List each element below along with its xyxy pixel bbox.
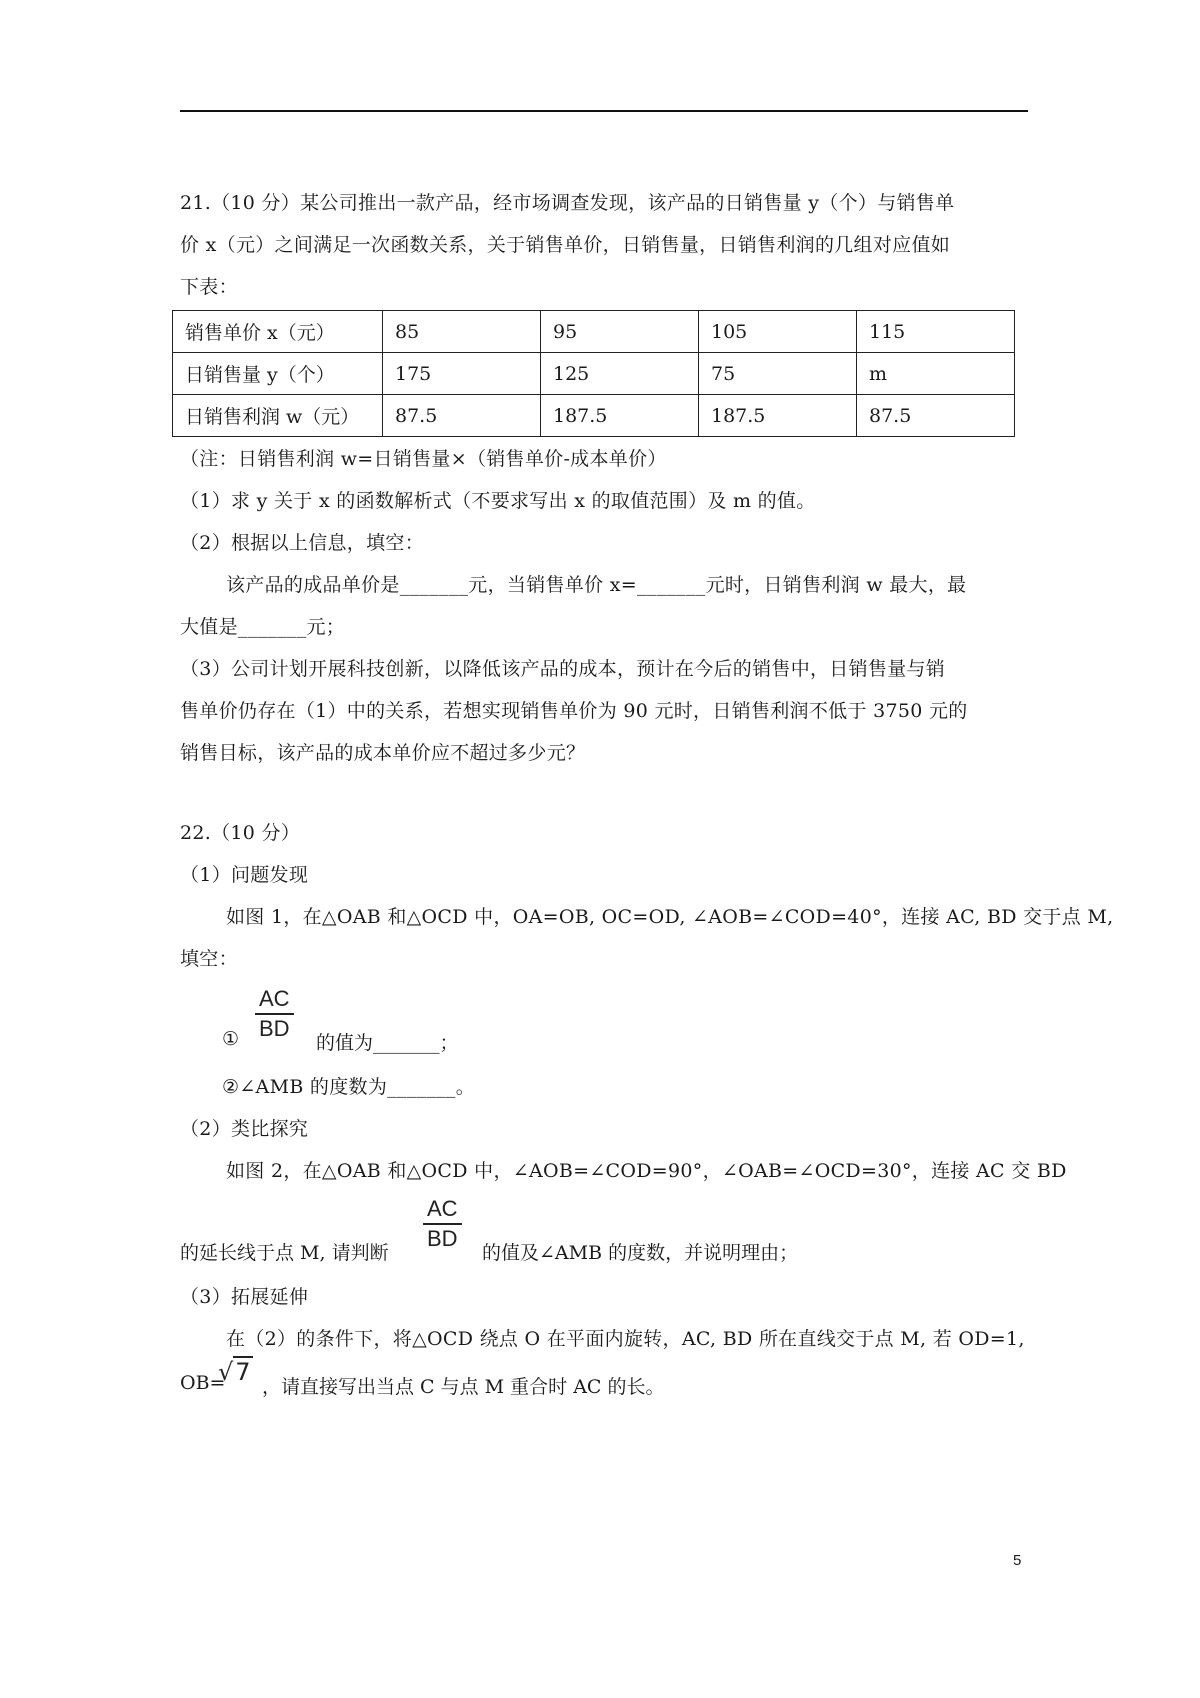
item-1-marker: ① <box>222 1028 240 1050</box>
q21-part-3-line-2: 售单价仍存在（1）中的关系，若想实现销售单价为 90 元时，日销售利润不低于 3750 元的 <box>180 700 968 722</box>
fraction-denominator: BD <box>427 1226 458 1251</box>
fraction-denominator: BD <box>259 1016 290 1041</box>
table-cell: 85 <box>383 311 541 353</box>
sqrt-icon: √ <box>218 1358 234 1386</box>
table-cell: 125 <box>541 353 699 395</box>
page-number: 5 <box>1013 1552 1022 1569</box>
q22-section-3-line-2b: ，请直接写出当点 C 与点 M 重合时 AC 的长。 <box>262 1376 665 1398</box>
q22-section-1: （1）问题发现 <box>180 864 309 886</box>
q22-section-3: （3）拓展延伸 <box>180 1286 309 1308</box>
q21-part-3-line-1: （3）公司计划开展科技创新，以降低该产品的成本，预计在今后的销售中，日销售量与销 <box>180 658 946 680</box>
ac-bd-fraction-2 <box>423 1198 462 1250</box>
q21-part-1: （1）求 y 关于 x 的函数解析式（不要求写出 x 的取值范围）及 m 的值。 <box>180 490 816 512</box>
item-1-text: 的值为_______； <box>316 1032 459 1054</box>
q21-part-2-line-2: 大值是_______元； <box>180 616 346 638</box>
table-cell: 115 <box>857 311 1015 353</box>
q22-section-1-line-1: 如图 1，在△OAB 和△OCD 中，OA=OB, OC=OD, ∠AOB=∠COD=40°，连接 AC, BD 交于点 M, <box>226 906 1114 928</box>
sqrt-seven <box>218 1358 253 1386</box>
q22-section-1-line-2: 填空： <box>180 948 238 970</box>
q22-section-2-line-2b: 的值及∠AMB 的度数，并说明理由； <box>482 1242 799 1264</box>
q21-part-2: （2）根据以上信息，填空： <box>180 532 424 554</box>
ac-bd-fraction <box>255 988 294 1040</box>
q21-intro-line-3: 下表： <box>180 276 238 298</box>
table-cell: 105 <box>699 311 857 353</box>
q21-part-2-line-1: 该产品的成品单价是_______元，当销售单价 x=_______元时，日销售利润 w 最大，最 <box>226 574 967 596</box>
table-row <box>173 311 1015 353</box>
q22-section-2-line-1: 如图 2，在△OAB 和△OCD 中，∠AOB=∠COD=90°，∠OAB=∠OCD=30°，连接 AC 交 BD <box>226 1160 1067 1182</box>
q22-section-2-line-2a: 的延长线于点 M, 请判断 <box>180 1242 389 1264</box>
q21-part-3-line-3: 销售目标，该产品的成本单价应不超过多少元？ <box>180 742 586 764</box>
value-table <box>172 310 1015 437</box>
q21-intro-line-2: 价 x（元）之间满足一次函数关系，关于销售单价，日销售量，日销售利润的几组对应值如 <box>180 234 951 256</box>
sqrt-radicand: 7 <box>235 1358 251 1386</box>
table-cell: 87.5 <box>383 395 541 437</box>
table-cell: 销售单价 x（元） <box>173 311 383 353</box>
table-cell: m <box>857 353 1015 395</box>
table-cell: 日销售利润 w（元） <box>173 395 383 437</box>
table-cell: 187.5 <box>541 395 699 437</box>
q22-heading: 22.（10 分） <box>180 822 301 844</box>
q22-section-2: （2）类比探究 <box>180 1118 309 1140</box>
table-cell: 75 <box>699 353 857 395</box>
q22-section-3-line-2a: OB= <box>180 1372 226 1394</box>
table-cell: 175 <box>383 353 541 395</box>
item-2-text: ②∠AMB 的度数为_______。 <box>222 1076 476 1098</box>
fraction-numerator: AC <box>255 988 294 1015</box>
table-cell: 87.5 <box>857 395 1015 437</box>
fraction-numerator: AC <box>423 1198 462 1225</box>
table-cell: 日销售量 y（个） <box>173 353 383 395</box>
table-row <box>173 395 1015 437</box>
table-row <box>173 353 1015 395</box>
table-cell: 95 <box>541 311 699 353</box>
table-cell: 187.5 <box>699 395 857 437</box>
header-rule <box>180 110 1028 112</box>
q21-intro-line-1: 21.（10 分）某公司推出一款产品，经市场调查发现，该产品的日销售量 y（个）与销售单 <box>180 192 955 214</box>
q21-note: （注：日销售利润 w=日销售量×（销售单价-成本单价） <box>180 448 667 470</box>
q22-section-3-line-1: 在（2）的条件下，将△OCD 绕点 O 在平面内旋转，AC, BD 所在直线交于点 M, 若 OD=1, <box>226 1328 1025 1350</box>
